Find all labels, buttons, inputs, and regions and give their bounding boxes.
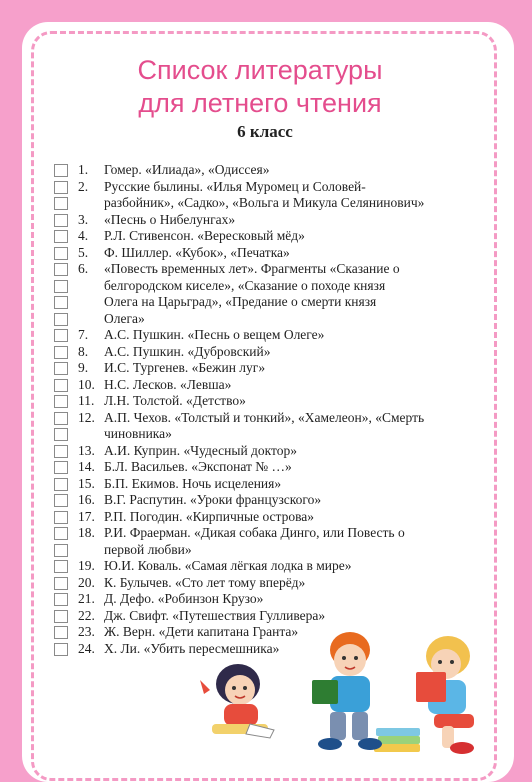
checkbox[interactable] <box>54 247 68 260</box>
girl-reading-icon <box>416 636 474 754</box>
page-title-line2: для летнего чтения <box>138 88 382 118</box>
list-item-text: Гомер. «Илиада», «Одиссея» <box>104 162 270 177</box>
checkbox[interactable] <box>54 428 68 441</box>
page-title-line1: Список литературы <box>137 55 383 85</box>
book-stack-icon <box>374 728 420 752</box>
checkbox[interactable] <box>54 461 68 474</box>
checkbox[interactable] <box>54 511 68 524</box>
checkbox[interactable] <box>54 346 68 359</box>
checkbox[interactable] <box>54 296 68 309</box>
checkbox[interactable] <box>54 181 68 194</box>
list-item-text: первой любви» <box>104 541 192 557</box>
list-item-text: Б.Л. Васильев. «Экспонат № …» <box>104 459 292 474</box>
children-reading-illustration <box>180 620 500 760</box>
list-item-text: И.С. Тургенев. «Бежин луг» <box>104 360 266 375</box>
checkbox[interactable] <box>54 280 68 293</box>
list-item-number: 15. <box>78 475 95 491</box>
list-item-number: 9. <box>78 360 89 375</box>
checkbox[interactable] <box>54 577 68 590</box>
list-item-text: «Песнь о Нибелунгах» <box>104 211 236 227</box>
list-item-number: 5. <box>78 244 89 260</box>
list-item-text: А.С. Пушкин. «Дубровский» <box>104 343 271 359</box>
list-item-number: 16. <box>78 492 95 507</box>
checkbox[interactable] <box>54 379 68 392</box>
list-item-text: Ю.И. Коваль. «Самая лёгкая лодка в мире» <box>104 558 352 573</box>
list-item-number: 17. <box>78 508 95 524</box>
checkbox[interactable] <box>54 263 68 276</box>
list-item-text: Р.И. Фраерман. «Дикая собака Динго, или Повесть о <box>104 525 405 540</box>
girl-lying-icon <box>200 664 274 738</box>
checkbox[interactable] <box>54 593 68 606</box>
list-item-number: 24. <box>78 640 95 656</box>
checkbox[interactable] <box>54 395 68 408</box>
list-item-text: Олега» <box>104 310 145 326</box>
list-item-number: 2. <box>78 178 89 194</box>
checkbox[interactable] <box>54 494 68 507</box>
checkbox[interactable] <box>54 527 68 540</box>
list-item-text: «Повесть временных лет». Фрагменты «Сказание о <box>104 261 400 276</box>
list-item-text: Р.Л. Стивенсон. «Вересковый мёд» <box>104 228 305 243</box>
checkbox[interactable] <box>54 412 68 425</box>
checkbox[interactable] <box>54 230 68 243</box>
checkbox[interactable] <box>54 197 68 210</box>
list-item-text: Д. Дефо. «Робинзон Крузо» <box>104 591 264 606</box>
checkbox[interactable] <box>54 478 68 491</box>
list-item-text: разбойник», «Садко», «Вольга и Микула Селянинович» <box>104 195 425 210</box>
list-item-text: В.Г. Распутин. «Уроки французского» <box>104 492 322 507</box>
list-item-number: 7. <box>78 327 89 342</box>
list-item-number: 23. <box>78 624 95 639</box>
list-item-number: 21. <box>78 591 95 606</box>
list-item-text: К. Булычев. «Сто лет тому вперёд» <box>104 574 306 590</box>
list-item-text: Ж. Верн. «Дети капитана Гранта» <box>104 624 299 639</box>
list-item-number: 1. <box>78 162 89 177</box>
list-item-text: Р.П. Погодин. «Кирпичные острова» <box>104 508 315 524</box>
list-item-text: А.И. Куприн. «Чудесный доктор» <box>104 442 298 458</box>
list-item-text: Ф. Шиллер. «Кубок», «Печатка» <box>104 244 290 260</box>
list-item-text: Русские былины. «Илья Муромец и Соловей- <box>104 178 366 194</box>
list-item-text: А.П. Чехов. «Толстый и тонкий», «Хамелеон», «Смерть <box>104 409 425 425</box>
boy-reading-icon <box>312 632 382 750</box>
list-item-text: чиновника» <box>104 426 172 441</box>
checkbox[interactable] <box>54 445 68 458</box>
checkbox[interactable] <box>54 214 68 227</box>
list-item-text: Дж. Свифт. «Путешествия Гулливера» <box>104 607 326 623</box>
list-item-number: 3. <box>78 211 89 227</box>
checkbox[interactable] <box>54 313 68 326</box>
list-item-number: 18. <box>78 525 95 540</box>
list-item-number: 4. <box>78 228 89 243</box>
checkbox[interactable] <box>54 610 68 623</box>
checkbox[interactable] <box>54 329 68 342</box>
list-item-text: Олега на Царьград», «Предание о смерти князя <box>104 294 377 309</box>
list-item-number: 6. <box>78 261 89 276</box>
checkbox[interactable] <box>54 626 68 639</box>
list-item-number: 11. <box>78 393 95 408</box>
list-item-text: А.С. Пушкин. «Песнь о вещем Олеге» <box>104 327 325 342</box>
list-item-text: Б.П. Екимов. Ночь исцеления» <box>104 475 282 491</box>
list-item-number: 12. <box>78 409 95 425</box>
checkbox[interactable] <box>54 544 68 557</box>
checkbox[interactable] <box>54 643 68 656</box>
list-item-text: Х. Ли. «Убить пересмешника» <box>104 640 280 656</box>
list-item-number: 13. <box>78 442 95 458</box>
list-item-number: 19. <box>78 558 95 573</box>
list-item-text: белгородском киселе», «Сказание о походе князя <box>104 277 386 293</box>
list-item-number: 10. <box>78 376 95 392</box>
list-item-number: 14. <box>78 459 95 474</box>
list-item-text: Н.С. Лесков. «Левша» <box>104 376 232 392</box>
list-item-text: Л.Н. Толстой. «Детство» <box>104 393 246 408</box>
list-item-number: 20. <box>78 574 95 590</box>
list-item-number: 22. <box>78 607 95 623</box>
list-item-number: 8. <box>78 343 89 359</box>
checkbox[interactable] <box>54 362 68 375</box>
checkbox[interactable] <box>54 560 68 573</box>
checkbox[interactable] <box>54 164 68 177</box>
grade-label: 6 класс <box>237 122 293 141</box>
